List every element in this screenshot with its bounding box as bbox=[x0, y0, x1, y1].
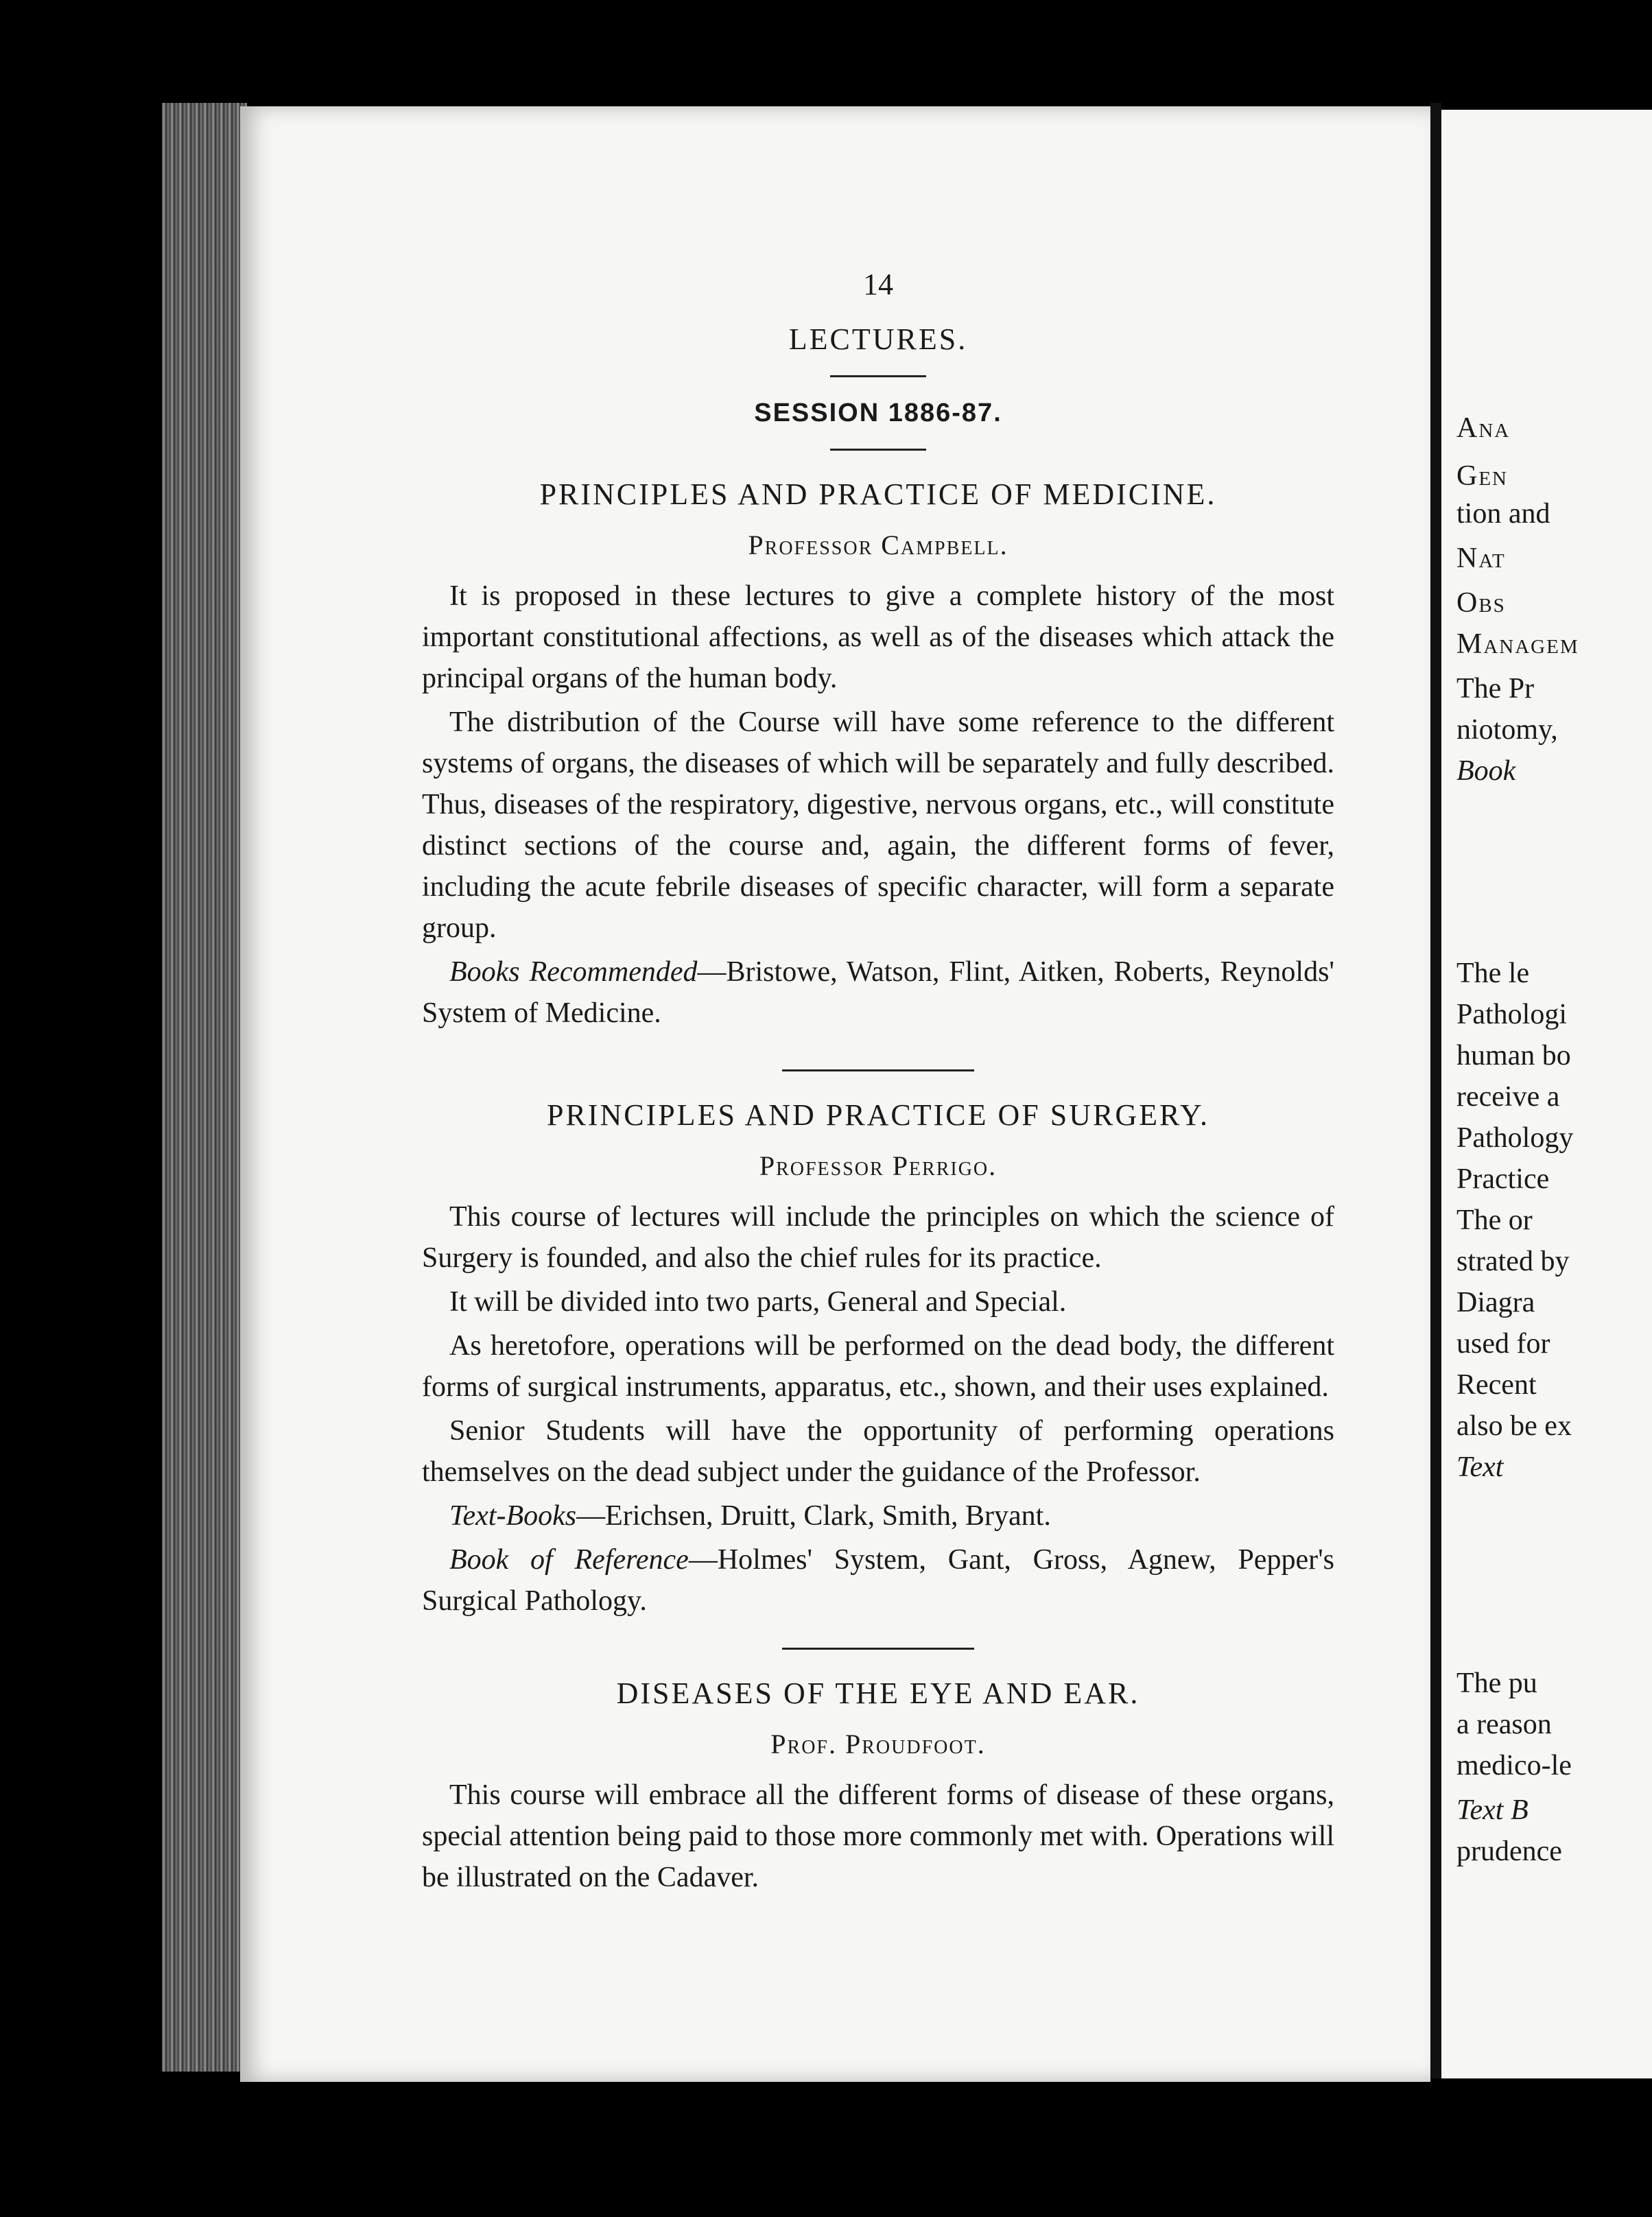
page-gutter bbox=[1430, 103, 1441, 2078]
section-divider-2 bbox=[782, 1648, 974, 1650]
professor-proudfoot: Prof. Proudfoot. bbox=[770, 1729, 986, 1759]
textbooks-list: —Erichsen, Druitt, Clark, Smith, Bryant. bbox=[576, 1500, 1051, 1532]
surgery-textbooks bbox=[422, 1495, 1334, 1537]
right-page bbox=[1441, 110, 1652, 2078]
right-fragment: receive a bbox=[1456, 1081, 1560, 1113]
right-fragment: medico-le bbox=[1456, 1750, 1572, 1781]
section-divider-1 bbox=[782, 1069, 974, 1071]
surgery-paragraph-1: This course of lectures will include the principles on which the science of Surgery is founded, and also the chief rules for its practice. bbox=[422, 1201, 1334, 1274]
section-title-medicine: PRINCIPLES AND PRACTICE OF MEDICINE. bbox=[539, 477, 1217, 511]
right-fragment: a reason bbox=[1456, 1709, 1552, 1740]
session-heading: SESSION 1886-87. bbox=[754, 399, 1002, 427]
right-fragment: Book bbox=[1456, 755, 1516, 787]
surgery-paragraph-4: Senior Students will have the opportunity of performing operations themselves on the dead subject under the guidance of the Professor. bbox=[422, 1415, 1334, 1488]
right-fragment: Nat bbox=[1456, 543, 1506, 574]
right-fragment: prudence bbox=[1456, 1836, 1562, 1867]
eye-ear-paragraph-1: This course will embrace all the different forms of disease of these organs, special attention being paid to those more commonly met with. Operations will be illustrated on the Cadaver. bbox=[422, 1779, 1334, 1893]
section-title-eye-ear: DISEASES OF THE EYE AND EAR. bbox=[616, 1676, 1140, 1710]
right-fragment: Text B bbox=[1456, 1794, 1529, 1826]
surgery-paragraph-3: As heretofore, operations will be performed on the dead body, the different forms of surgical instruments, apparatus, etc., shown, and their uses explained. bbox=[422, 1330, 1334, 1403]
right-fragment: Ana bbox=[1456, 412, 1511, 444]
right-fragment: Pathology bbox=[1456, 1122, 1574, 1154]
medicine-books-recommended bbox=[422, 951, 1334, 1034]
page-title: LECTURES. bbox=[788, 322, 968, 356]
right-fragment: The or bbox=[1456, 1205, 1533, 1236]
right-fragment: Managem bbox=[1456, 628, 1579, 660]
right-fragment: niotomy, bbox=[1456, 714, 1558, 746]
right-fragment: used for bbox=[1456, 1328, 1550, 1360]
right-fragment: also be ex bbox=[1456, 1410, 1572, 1442]
page-number: 14 bbox=[863, 268, 893, 301]
right-fragment: Obs bbox=[1456, 587, 1506, 619]
right-fragment: The pu bbox=[1456, 1668, 1537, 1699]
right-fragment: Pathologi bbox=[1456, 999, 1568, 1030]
book-spine-edge bbox=[162, 103, 247, 2072]
right-fragment: tion and bbox=[1456, 498, 1550, 530]
textbooks-label: Text-Books bbox=[449, 1500, 577, 1532]
reference-label: Book of Reference bbox=[449, 1544, 689, 1576]
professor-perrigo: Professor Perrigo. bbox=[759, 1150, 998, 1181]
session-rule bbox=[830, 449, 926, 451]
right-fragment: Gen bbox=[1456, 460, 1508, 492]
right-fragment: Practice bbox=[1456, 1163, 1550, 1195]
right-fragment: Text bbox=[1456, 1451, 1504, 1483]
title-rule bbox=[830, 375, 926, 377]
right-fragment: The Pr bbox=[1456, 673, 1535, 704]
right-fragment: Recent bbox=[1456, 1369, 1537, 1401]
right-fragment: Diagra bbox=[1456, 1287, 1535, 1318]
professor-campbell: Professor Campbell. bbox=[748, 530, 1008, 560]
right-fragment: strated by bbox=[1456, 1246, 1570, 1277]
left-page-content bbox=[422, 264, 1334, 1898]
section-title-surgery: PRINCIPLES AND PRACTICE OF SURGERY. bbox=[546, 1098, 1210, 1132]
books-recommended-list: —Bristowe, Watson, Flint, Aitken, Roberts, Reynolds' System of Medicine. bbox=[422, 956, 1334, 1029]
surgery-paragraph-2: It will be divided into two parts, General and Special. bbox=[449, 1286, 1067, 1318]
medicine-paragraph-1: It is proposed in these lectures to give a complete history of the most important constitutional affections, as well as of the diseases which attack the principal organs of the human body. bbox=[422, 580, 1334, 694]
right-fragment: human bo bbox=[1456, 1040, 1571, 1071]
medicine-paragraph-2: The distribution of the Course will have some reference to the different systems of organs, the diseases of which will be separately and fully described. Thus, diseases of the respiratory, digestive, nervous organs, etc., will constitute distinct sections of the course and, again, the different forms of fever, including the acute febrile diseases of specific character, will form a separate group. bbox=[422, 707, 1334, 944]
reference-list: —Holmes' System, Gant, Gross, Agnew, Pepper's Surgical Pathology. bbox=[422, 1544, 1334, 1617]
right-fragment: The le bbox=[1456, 958, 1530, 989]
books-recommended-label: Books Recommended bbox=[449, 956, 698, 988]
surgery-book-of-reference bbox=[422, 1539, 1334, 1622]
